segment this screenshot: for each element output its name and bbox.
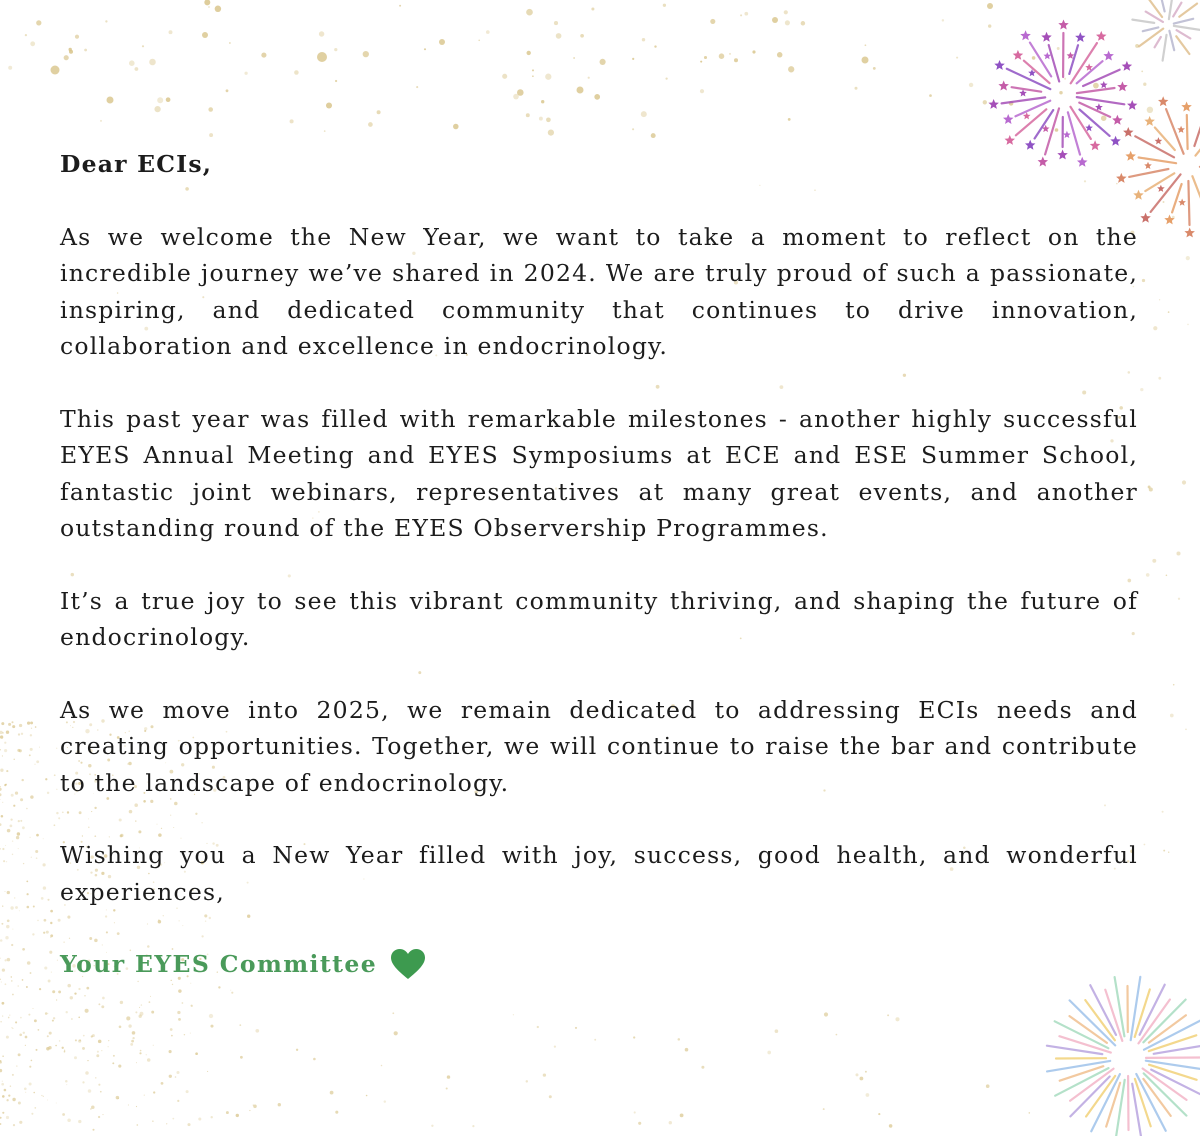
greeting: Dear ECIs, <box>60 150 213 178</box>
purple-firework-icon <box>988 20 1137 167</box>
paragraph-wishes: Wishing you a New Year filled with joy, success, good health, and wonderful experiences, <box>60 841 1138 906</box>
paragraph-future: As we move into 2025, we remain dedicated to addressing ECIs needs and creating opportunities. Together, we will continue to raise the bar and contribute to the landscape of endocrinology. <box>60 695 1138 797</box>
paragraph-reflection: As we welcome the New Year, we want to take a moment to reflect on the incredible journey we’ve shared in 2024. We are truly proud of such a passionate, inspiring, and dedicated community that continues to drive innovation, collaboration and excellence in endocrinology. <box>60 222 1138 360</box>
paragraph-milestones: This past year was filled with remarkable milestones - another highly successful EYES Annual Meeting and EYES Symposiums at ECE and ESE Summer School, fantastic joint webinars, representatives at many great events, and another outstanding round of the EYES Observership Programmes. <box>60 404 1138 542</box>
letter-body <box>60 146 1138 983</box>
small-firework-icon <box>1132 0 1200 61</box>
pastel-firework-icon <box>1047 977 1200 1136</box>
signoff-text: Your EYES Committee <box>60 950 378 978</box>
paragraph-community: It’s a true joy to see this vibrant community thriving, and shaping the future of endocrinology. <box>60 586 1138 651</box>
signoff-line <box>60 946 1138 983</box>
green-heart-icon <box>391 949 425 980</box>
